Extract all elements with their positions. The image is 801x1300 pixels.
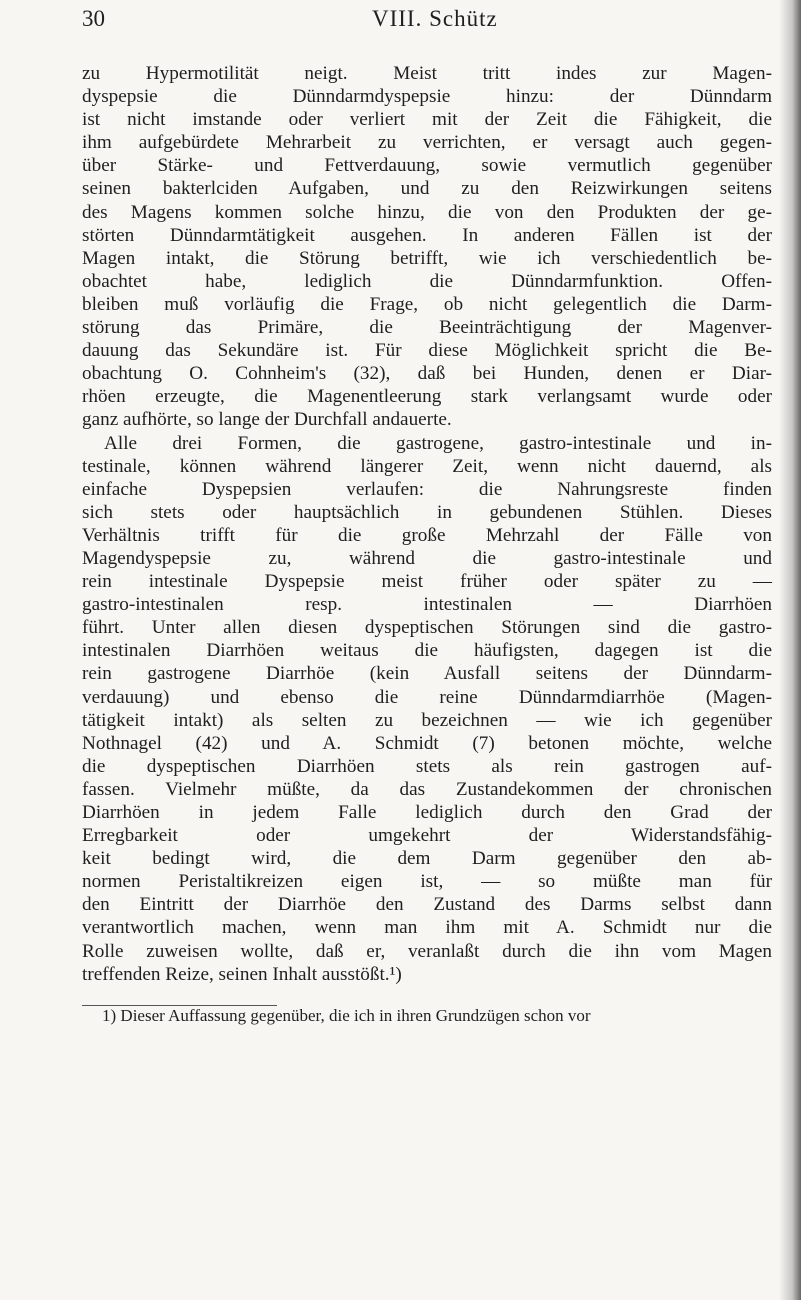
text-line: Magen intakt, die Störung betrifft, wie ich verschiedentlich be- bbox=[82, 247, 772, 269]
text-line: Nothnagel (42) und A. Schmidt (7) betonen möchte, welche bbox=[82, 732, 772, 754]
text-line: Verhältnis trifft für die große Mehrzahl der Fälle von bbox=[82, 524, 772, 546]
text-line: einfache Dyspepsien verlaufen: die Nahrungsreste finden bbox=[82, 478, 772, 500]
text-line: Rolle zuweisen wollte, daß er, veranlaßt durch die ihn vom Magen bbox=[82, 940, 772, 962]
text-line: bleiben muß vorläufig die Frage, ob nicht gelegentlich die Darm- bbox=[82, 293, 772, 315]
text-line: die dyspeptischen Diarrhöen stets als rein gastrogen auf- bbox=[82, 755, 772, 777]
text-line: zu Hypermotilität neigt. Meist tritt indes zur Magen- bbox=[82, 63, 772, 84]
text-line: obachtet habe, lediglich die Dünndarmfunktion. Offen- bbox=[82, 270, 772, 292]
text-line: störten Dünndarmtätigkeit ausgehen. In anderen Fällen ist der bbox=[82, 224, 772, 246]
text-line: dauung das Sekundäre ist. Für diese Möglichkeit spricht die Be- bbox=[82, 340, 772, 362]
text-line: keit bedingt wird, die dem Darm gegenüber den ab- bbox=[82, 848, 772, 870]
text-line: Alle drei Formen, die gastrogene, gastro-intestinale und in- bbox=[104, 432, 772, 454]
text-line: gastro-intestinalen resp. intestinalen — Diarrhöen bbox=[82, 594, 772, 616]
page-header bbox=[82, 6, 772, 36]
text-line: dyspepsie die Dünndarmdyspepsie hinzu: der Dünndarm bbox=[82, 86, 772, 108]
text-line: Erregbarkeit oder umgekehrt der Widerstandsfähig- bbox=[82, 825, 772, 847]
page-edge-shadow bbox=[779, 0, 801, 1300]
text-line: des Magens kommen solche hinzu, die von den Produkten der ge- bbox=[82, 201, 772, 223]
page-number: 30 bbox=[82, 6, 105, 31]
text-line: tätigkeit intakt) als selten zu bezeichnen — wie ich gegenüber bbox=[82, 709, 772, 731]
text-line: den Eintritt der Diarrhöe den Zustand des Darms selbst dann bbox=[82, 894, 772, 916]
text-line: testinale, können während längerer Zeit, wenn nicht dauernd, als bbox=[82, 455, 772, 477]
text-line: sich stets oder hauptsächlich in gebundenen Stühlen. Dieses bbox=[82, 501, 772, 523]
text-line: verantwortlich machen, wenn man ihm mit A. Schmidt nur die bbox=[82, 917, 772, 939]
text-line: rhöen erzeugte, die Magenentleerung stark verlangsamt wurde oder bbox=[82, 386, 772, 408]
text-line: führt. Unter allen diesen dyspeptischen Störungen sind die gastro- bbox=[82, 617, 772, 639]
body-text bbox=[82, 62, 772, 986]
text-line: rein gastrogene Diarrhöe (kein Ausfall seitens der Dünndarm- bbox=[82, 663, 772, 685]
text-line: normen Peristaltikreizen eigen ist, — so müßte man für bbox=[82, 871, 772, 893]
text-line: intestinalen Diarrhöen weitaus die häufigsten, dagegen ist die bbox=[82, 640, 772, 662]
running-title: VIII. Schütz bbox=[372, 6, 498, 31]
text-line: fassen. Vielmehr müßte, da das Zustandekommen der chronischen bbox=[82, 778, 772, 800]
text-line: ihm aufgebürdete Mehrarbeit zu verrichten, er versagt auch gegen- bbox=[82, 132, 772, 154]
text-line: ist nicht imstande oder verliert mit der Zeit die Fähigkeit, die bbox=[82, 109, 772, 131]
text-line: ganz aufhörte, so lange der Durchfall andauerte. bbox=[82, 409, 452, 431]
text-line: über Stärke- und Fettverdauung, sowie vermutlich gegenüber bbox=[82, 155, 772, 177]
text-line: seinen bakterlciden Aufgaben, und zu den Reizwirkungen seitens bbox=[82, 178, 772, 200]
text-line: störung das Primäre, die Beeinträchtigung der Magenver- bbox=[82, 317, 772, 339]
text-line: Magendyspepsie zu, während die gastro-intestinale und bbox=[82, 547, 772, 569]
footnote: 1) Dieser Auffassung gegenüber, die ich in ihren Grundzügen schon vor bbox=[102, 1006, 591, 1025]
text-line: Diarrhöen in jedem Falle lediglich durch den Grad der bbox=[82, 802, 772, 823]
text-line: verdauung) und ebenso die reine Dünndarmdiarrhöe (Magen- bbox=[82, 686, 772, 708]
text-line: treffenden Reize, seinen Inhalt ausstößt.¹) bbox=[82, 963, 402, 985]
text-line: rein intestinale Dyspepsie meist früher oder später zu — bbox=[82, 571, 772, 593]
text-line: obachtung O. Cohnheim's (32), daß bei Hunden, denen er Diar- bbox=[82, 363, 772, 385]
